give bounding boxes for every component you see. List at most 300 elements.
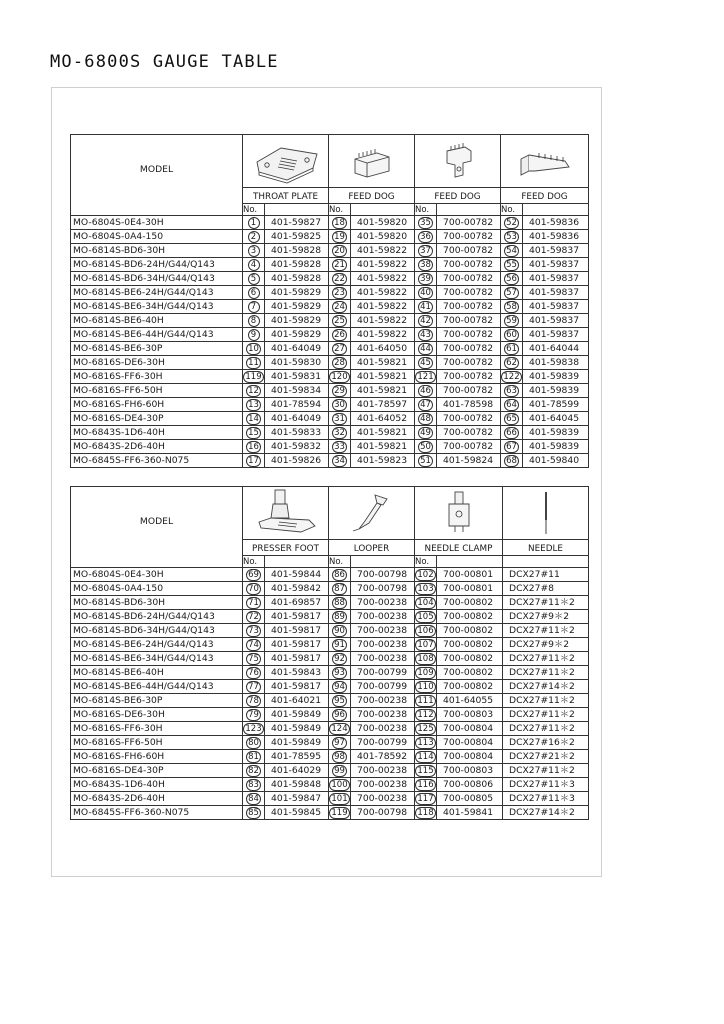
part-code-cell: 700-00804: [437, 722, 503, 736]
part-number-index: [243, 258, 265, 272]
circled-number: 90: [334, 625, 345, 636]
part-code-cell: 401-59840: [523, 454, 589, 468]
circled-number: 77: [248, 681, 259, 692]
table-row: [71, 440, 589, 454]
circled-number: 2: [248, 231, 260, 243]
part-number-index: [415, 638, 437, 652]
circled-number: 41: [420, 301, 431, 312]
part-number-index: [415, 624, 437, 638]
part-number-index: [329, 652, 351, 666]
part-number-index: [243, 244, 265, 258]
part-code-cell: 401-59837: [523, 314, 589, 328]
part-number-index: [329, 230, 351, 244]
column-header-throat-plate: THROAT PLATE: [243, 188, 329, 204]
part-code-cell: 401-59828: [265, 272, 329, 286]
part-code-cell: 401-59828: [265, 244, 329, 258]
circled-number: 107: [417, 639, 434, 650]
part-number-index: [243, 370, 265, 384]
circled-number: 98: [334, 751, 345, 762]
part-number-index: [243, 582, 265, 596]
part-number-index: [243, 750, 265, 764]
part-number-index: [415, 694, 437, 708]
part-code-cell: 401-59839: [523, 384, 589, 398]
part-number-index: [329, 314, 351, 328]
circled-number: 80: [248, 737, 259, 748]
table-row: [71, 216, 589, 230]
table-row: [71, 596, 589, 610]
part-code-cell: 401-59825: [265, 230, 329, 244]
part-code-cell: 700-00782: [437, 244, 501, 258]
circled-number: 78: [248, 695, 259, 706]
circled-number: 71: [248, 597, 259, 608]
circled-number: 28: [334, 357, 345, 368]
model-cell: MO-6816S-FF6-50H: [71, 736, 243, 750]
circled-number: 109: [417, 667, 434, 678]
circled-number: 1: [248, 217, 260, 229]
part-code-cell: 401-59833: [265, 426, 329, 440]
part-code-cell: 401-59839: [523, 440, 589, 454]
part-code-cell: 401-78598: [437, 398, 501, 412]
circled-number: 60: [506, 329, 517, 340]
part-code-cell: 700-00782: [437, 328, 501, 342]
column-header-needle: NEEDLE: [503, 540, 589, 556]
part-code-cell: 700-00802: [437, 652, 503, 666]
circled-number: 123: [245, 723, 262, 734]
part-code-cell: 401-59820: [351, 230, 415, 244]
circled-number: 42: [420, 315, 431, 326]
part-number-index: [243, 610, 265, 624]
part-number-index: [415, 666, 437, 680]
part-number-index: [501, 412, 523, 426]
circled-number: 87: [334, 583, 345, 594]
part-number-index: [243, 708, 265, 722]
needle-cell: DCX27#11＊2: [503, 666, 589, 680]
part-number-index: [329, 764, 351, 778]
part-code-cell: 401-78592: [351, 750, 415, 764]
part-code-cell: 401-59817: [265, 610, 329, 624]
part-code-cell: 700-00782: [437, 314, 501, 328]
circled-number: 18: [334, 217, 345, 228]
circled-number: 3: [248, 245, 260, 257]
part-code-cell: 700-00803: [437, 764, 503, 778]
part-code-cell: 700-00782: [437, 370, 501, 384]
part-number-index: [329, 398, 351, 412]
circled-number: 85: [248, 807, 259, 818]
part-number-index: [243, 736, 265, 750]
circled-number: 62: [506, 357, 517, 368]
circled-number: 12: [248, 385, 259, 396]
part-number-index: [243, 624, 265, 638]
part-code-cell: 401-59843: [265, 666, 329, 680]
part-code-cell: 401-78597: [351, 398, 415, 412]
circled-number: 63: [506, 385, 517, 396]
part-number-index: [501, 244, 523, 258]
table-row: [71, 694, 589, 708]
circled-number: 17: [248, 455, 259, 466]
part-number-index: [243, 596, 265, 610]
circled-number: 86: [334, 569, 345, 580]
part-code-cell: 401-59822: [351, 258, 415, 272]
table-row: [71, 638, 589, 652]
circled-number: 110: [417, 681, 434, 692]
part-code-cell: 401-59849: [265, 722, 329, 736]
model-cell: MO-6843S-2D6-40H: [71, 440, 243, 454]
part-number-index: [415, 610, 437, 624]
part-code-cell: 700-00782: [437, 286, 501, 300]
part-code-cell: 700-00798: [351, 568, 415, 582]
part-number-index: [329, 680, 351, 694]
part-number-index: [415, 370, 437, 384]
part-code-cell: 401-59839: [523, 426, 589, 440]
part-code-cell: 700-00802: [437, 638, 503, 652]
part-number-index: [501, 370, 523, 384]
circled-number: 74: [248, 639, 259, 650]
circled-number: 33: [334, 441, 345, 452]
part-number-index: [415, 356, 437, 370]
part-code-cell: 700-00799: [351, 680, 415, 694]
part-code-cell: 401-59820: [351, 216, 415, 230]
part-code-cell: 700-00782: [437, 272, 501, 286]
part-code-cell: 401-59849: [265, 708, 329, 722]
model-cell: MO-6816S-DE4-30P: [71, 764, 243, 778]
part-code-cell: 401-59830: [265, 356, 329, 370]
part-code-cell: 401-59821: [351, 370, 415, 384]
part-code-cell: 700-00799: [351, 736, 415, 750]
table-row: [71, 750, 589, 764]
circled-number: 119: [331, 807, 348, 818]
circled-number: 76: [248, 667, 259, 678]
circled-number: 31: [334, 413, 345, 424]
needle-cell: DCX27#9＊2: [503, 638, 589, 652]
needle-cell: DCX27#14＊2: [503, 806, 589, 820]
table-row: [71, 398, 589, 412]
part-number-index: [501, 426, 523, 440]
circled-number: 124: [331, 723, 348, 734]
feed-dog-image-2: [415, 135, 501, 188]
part-code-cell: 401-59831: [265, 370, 329, 384]
table-row: [71, 454, 589, 468]
part-number-index: [329, 356, 351, 370]
circled-number: 36: [420, 231, 431, 242]
part-number-index: [243, 216, 265, 230]
circled-number: 114: [417, 751, 434, 762]
part-number-index: [329, 272, 351, 286]
circled-number: 115: [417, 765, 434, 776]
no-label: No.: [415, 204, 437, 216]
model-cell: MO-6814S-BE6-24H/G44/Q143: [71, 286, 243, 300]
circled-number: 104: [417, 597, 434, 608]
circled-number: 79: [248, 709, 259, 720]
circled-number: 8: [248, 315, 260, 327]
part-number-index: [415, 398, 437, 412]
circled-number: 26: [334, 329, 345, 340]
circled-number: 108: [417, 653, 434, 664]
part-code-cell: 401-59823: [351, 454, 415, 468]
table-row: [71, 568, 589, 582]
part-code-cell: 401-59826: [265, 454, 329, 468]
circled-number: 47: [420, 399, 431, 410]
circled-number: 49: [420, 427, 431, 438]
circled-number: 46: [420, 385, 431, 396]
needle-cell: DCX27#11＊2: [503, 694, 589, 708]
part-code-cell: 401-59838: [523, 356, 589, 370]
part-number-index: [243, 454, 265, 468]
model-cell: MO-6814S-BE6-44H/G44/Q143: [71, 328, 243, 342]
part-number-index: [415, 314, 437, 328]
table-row: [71, 582, 589, 596]
part-code-cell: 401-59821: [351, 356, 415, 370]
part-number-index: [243, 694, 265, 708]
part-code-cell: 401-64021: [265, 694, 329, 708]
part-code-cell: 401-64049: [265, 342, 329, 356]
circled-number: 99: [334, 765, 345, 776]
part-number-index: [329, 370, 351, 384]
model-cell: MO-6816S-DE6-30H: [71, 708, 243, 722]
circled-number: 116: [417, 779, 434, 790]
part-code-cell: 401-59842: [265, 582, 329, 596]
table-row: [71, 736, 589, 750]
circled-number: 96: [334, 709, 345, 720]
part-code-cell: 401-59837: [523, 286, 589, 300]
part-number-index: [501, 314, 523, 328]
part-number-index: [329, 722, 351, 736]
circled-number: 95: [334, 695, 345, 706]
needle-cell: DCX27#16＊2: [503, 736, 589, 750]
model-cell: MO-6816S-DE4-30P: [71, 412, 243, 426]
model-cell: MO-6814S-BE6-34H/G44/Q143: [71, 652, 243, 666]
circled-number: 112: [417, 709, 434, 720]
part-number-index: [501, 230, 523, 244]
part-number-index: [415, 328, 437, 342]
circled-number: 100: [331, 779, 348, 790]
part-code-cell: 700-00238: [351, 694, 415, 708]
no-label: No.: [501, 204, 523, 216]
model-cell: MO-6816S-FH6-60H: [71, 398, 243, 412]
part-number-index: [501, 300, 523, 314]
table-row: [71, 328, 589, 342]
circled-number: 81: [248, 751, 259, 762]
part-number-index: [243, 680, 265, 694]
part-number-index: [329, 596, 351, 610]
part-number-index: [501, 328, 523, 342]
no-label: No.: [329, 204, 351, 216]
part-number-index: [243, 638, 265, 652]
part-number-index: [501, 286, 523, 300]
part-number-index: [243, 778, 265, 792]
model-cell: MO-6816S-DE6-30H: [71, 356, 243, 370]
part-code-cell: 401-59822: [351, 314, 415, 328]
part-code-cell: 700-00806: [437, 778, 503, 792]
model-cell: MO-6814S-BD6-30H: [71, 596, 243, 610]
part-code-cell: 700-00801: [437, 582, 503, 596]
part-number-index: [415, 454, 437, 468]
circled-number: 70: [248, 583, 259, 594]
model-cell: MO-6843S-1D6-40H: [71, 778, 243, 792]
circled-number: 82: [248, 765, 259, 776]
circled-number: 44: [420, 343, 431, 354]
circled-number: 89: [334, 611, 345, 622]
model-cell: MO-6814S-BE6-24H/G44/Q143: [71, 638, 243, 652]
table-row: [71, 764, 589, 778]
needle-cell: DCX27#11＊3: [503, 792, 589, 806]
circled-number: 51: [420, 455, 431, 466]
needle-cell: DCX27#11＊3: [503, 778, 589, 792]
model-cell: MO-6814S-BE6-40H: [71, 314, 243, 328]
model-cell: MO-6816S-FH6-60H: [71, 750, 243, 764]
no-label: No.: [243, 556, 265, 568]
circled-number: 32: [334, 427, 345, 438]
part-code-cell: 700-00804: [437, 750, 503, 764]
table-row: [71, 624, 589, 638]
part-number-index: [243, 272, 265, 286]
part-number-index: [243, 286, 265, 300]
part-number-index: [415, 216, 437, 230]
part-code-cell: 401-59817: [265, 680, 329, 694]
model-cell: MO-6814S-BE6-40H: [71, 666, 243, 680]
circled-number: 125: [417, 723, 434, 734]
part-number-index: [243, 426, 265, 440]
no-label: No.: [329, 556, 351, 568]
part-number-index: [415, 426, 437, 440]
part-code-cell: 401-59817: [265, 624, 329, 638]
circled-number: 15: [248, 427, 259, 438]
part-number-index: [329, 568, 351, 582]
part-code-cell: 401-59837: [523, 300, 589, 314]
model-cell: MO-6804S-0E4-30H: [71, 568, 243, 582]
part-number-index: [329, 300, 351, 314]
part-number-index: [243, 792, 265, 806]
part-number-index: [243, 300, 265, 314]
needle-cell: DCX27#8: [503, 582, 589, 596]
column-header-looper: LOOPER: [329, 540, 415, 556]
table-row: [71, 792, 589, 806]
part-code-cell: 401-59827: [265, 216, 329, 230]
part-number-index: [329, 638, 351, 652]
circled-number: 25: [334, 315, 345, 326]
model-cell: MO-6816S-FF6-30H: [71, 370, 243, 384]
part-code-cell: 700-00798: [351, 582, 415, 596]
circled-number: 54: [506, 245, 517, 256]
circled-number: 5: [248, 273, 260, 285]
part-number-index: [243, 568, 265, 582]
column-header-needle-clamp: NEEDLE CLAMP: [415, 540, 503, 556]
model-cell: MO-6816S-FF6-50H: [71, 384, 243, 398]
part-code-cell: 700-00782: [437, 384, 501, 398]
part-code-cell: 401-64045: [523, 412, 589, 426]
part-number-index: [501, 440, 523, 454]
part-code-cell: 700-00238: [351, 778, 415, 792]
part-number-index: [501, 258, 523, 272]
part-code-cell: 700-00802: [437, 610, 503, 624]
part-code-cell: 401-59836: [523, 230, 589, 244]
circled-number: 121: [417, 371, 434, 382]
circled-number: 65: [506, 413, 517, 424]
model-cell: MO-6845S-FF6-360-N075: [71, 806, 243, 820]
circled-number: 91: [334, 639, 345, 650]
model-cell: MO-6843S-2D6-40H: [71, 792, 243, 806]
circled-number: 29: [334, 385, 345, 396]
part-code-cell: 700-00803: [437, 708, 503, 722]
part-code-cell: 401-59821: [351, 384, 415, 398]
circled-number: 22: [334, 273, 345, 284]
part-code-cell: 401-78599: [523, 398, 589, 412]
part-code-cell: 700-00782: [437, 258, 501, 272]
part-code-cell: 401-64050: [351, 342, 415, 356]
circled-number: 101: [331, 793, 348, 804]
part-number-index: [501, 342, 523, 356]
column-header-presser-foot: PRESSER FOOT: [243, 540, 329, 556]
part-number-index: [415, 384, 437, 398]
table-row: [71, 370, 589, 384]
part-number-index: [243, 356, 265, 370]
needle-cell: DCX27#11＊2: [503, 764, 589, 778]
circled-number: 48: [420, 413, 431, 424]
circled-number: 103: [417, 583, 434, 594]
part-number-index: [329, 582, 351, 596]
part-code-cell: 700-00805: [437, 792, 503, 806]
circled-number: 66: [506, 427, 517, 438]
part-number-index: [415, 750, 437, 764]
circled-number: 56: [506, 273, 517, 284]
circled-number: 43: [420, 329, 431, 340]
part-number-index: [415, 300, 437, 314]
circled-number: 11: [248, 357, 259, 368]
part-number-index: [329, 624, 351, 638]
part-number-index: [329, 454, 351, 468]
part-code-cell: 700-00238: [351, 596, 415, 610]
table-row: [71, 230, 589, 244]
part-code-cell: 401-59837: [523, 244, 589, 258]
part-number-index: [329, 258, 351, 272]
part-code-cell: 401-59822: [351, 272, 415, 286]
part-number-index: [415, 680, 437, 694]
part-number-index: [329, 750, 351, 764]
circled-number: 59: [506, 315, 517, 326]
part-code-cell: 700-00238: [351, 624, 415, 638]
part-code-cell: 401-64044: [523, 342, 589, 356]
part-number-index: [415, 778, 437, 792]
part-number-index: [329, 806, 351, 820]
part-number-index: [415, 596, 437, 610]
needle-cell: DCX27#11＊2: [503, 652, 589, 666]
part-code-cell: 700-00798: [351, 806, 415, 820]
part-number-index: [329, 708, 351, 722]
part-code-cell: 700-00799: [351, 666, 415, 680]
part-code-cell: 401-59848: [265, 778, 329, 792]
part-number-index: [243, 722, 265, 736]
circled-number: 35: [420, 217, 431, 228]
circled-number: 45: [420, 357, 431, 368]
circled-number: 93: [334, 667, 345, 678]
part-number-index: [415, 792, 437, 806]
part-code-cell: 700-00238: [351, 708, 415, 722]
part-code-cell: 700-00801: [437, 568, 503, 582]
circled-number: 67: [506, 441, 517, 452]
circled-number: 84: [248, 793, 259, 804]
circled-number: 14: [248, 413, 259, 424]
table-row: [71, 300, 589, 314]
model-cell: MO-6814S-BD6-34H/G44/Q143: [71, 624, 243, 638]
circled-number: 119: [245, 371, 262, 382]
part-code-cell: 401-59828: [265, 258, 329, 272]
part-number-index: [501, 216, 523, 230]
part-number-index: [329, 666, 351, 680]
part-code-cell: 401-59834: [265, 384, 329, 398]
part-number-index: [415, 652, 437, 666]
part-number-index: [415, 244, 437, 258]
table-row: [71, 272, 589, 286]
part-number-index: [329, 342, 351, 356]
